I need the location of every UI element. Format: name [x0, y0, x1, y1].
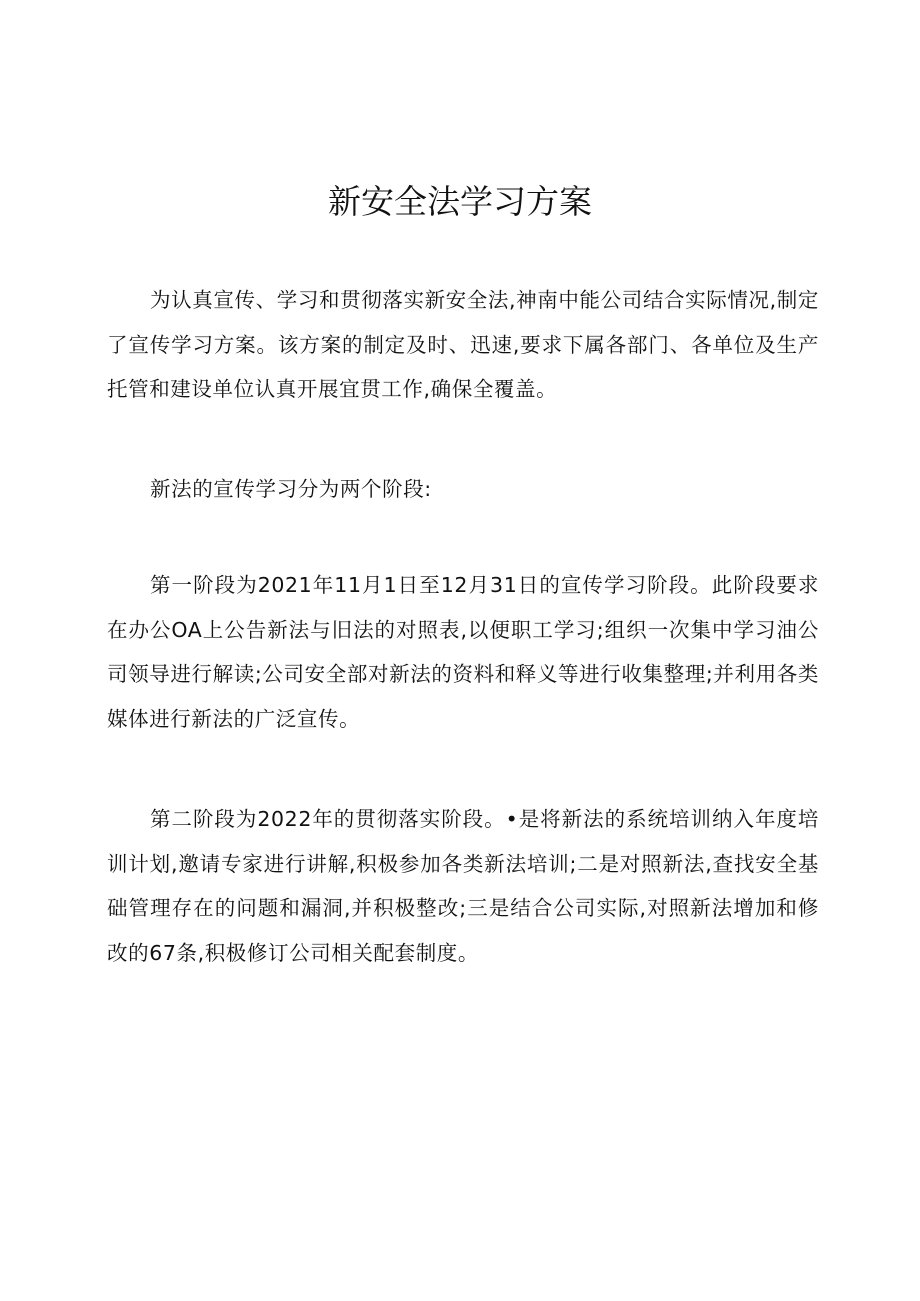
paragraph-stage-two: 第二阶段为2022年的贯彻落实阶段。•是将新法的系统培训纳入年度培训计划,邀请专家进行讲解,积极参加各类新法培训;二是对照新法,查找安全基础管理存在的问题和漏洞,并积极整改;三是结合公司实际,对照新法增加和修改的67条,积极修订公司相关配套制度。 — [107, 807, 819, 965]
paragraph-stages-overview: 新法的宣传学习分为两个阶段: — [150, 477, 432, 501]
paragraph-intro: 为认真宣传、学习和贯彻落实新安全法,神南中能公司结合实际情况,制定了宣传学习方案。该方案的制定及时、迅速,要求下属各部门、各单位及生产托管和建设单位认真开展宜贯工作,确保全覆盖。 — [107, 288, 819, 401]
paragraph-stage-one: 第一阶段为2021年11月1日至12月31日的宣传学习阶段。此阶段要求在办公OA上公告新法与旧法的对照表,以便职工学习;组织一次集中学习油公司领导进行解读;公司安全部对新法的资料和释义等进行收集整理;并利用各类媒体进行新法的广泛宣传。 — [107, 573, 819, 731]
document-title: 新安全法学习方案 — [328, 182, 592, 221]
